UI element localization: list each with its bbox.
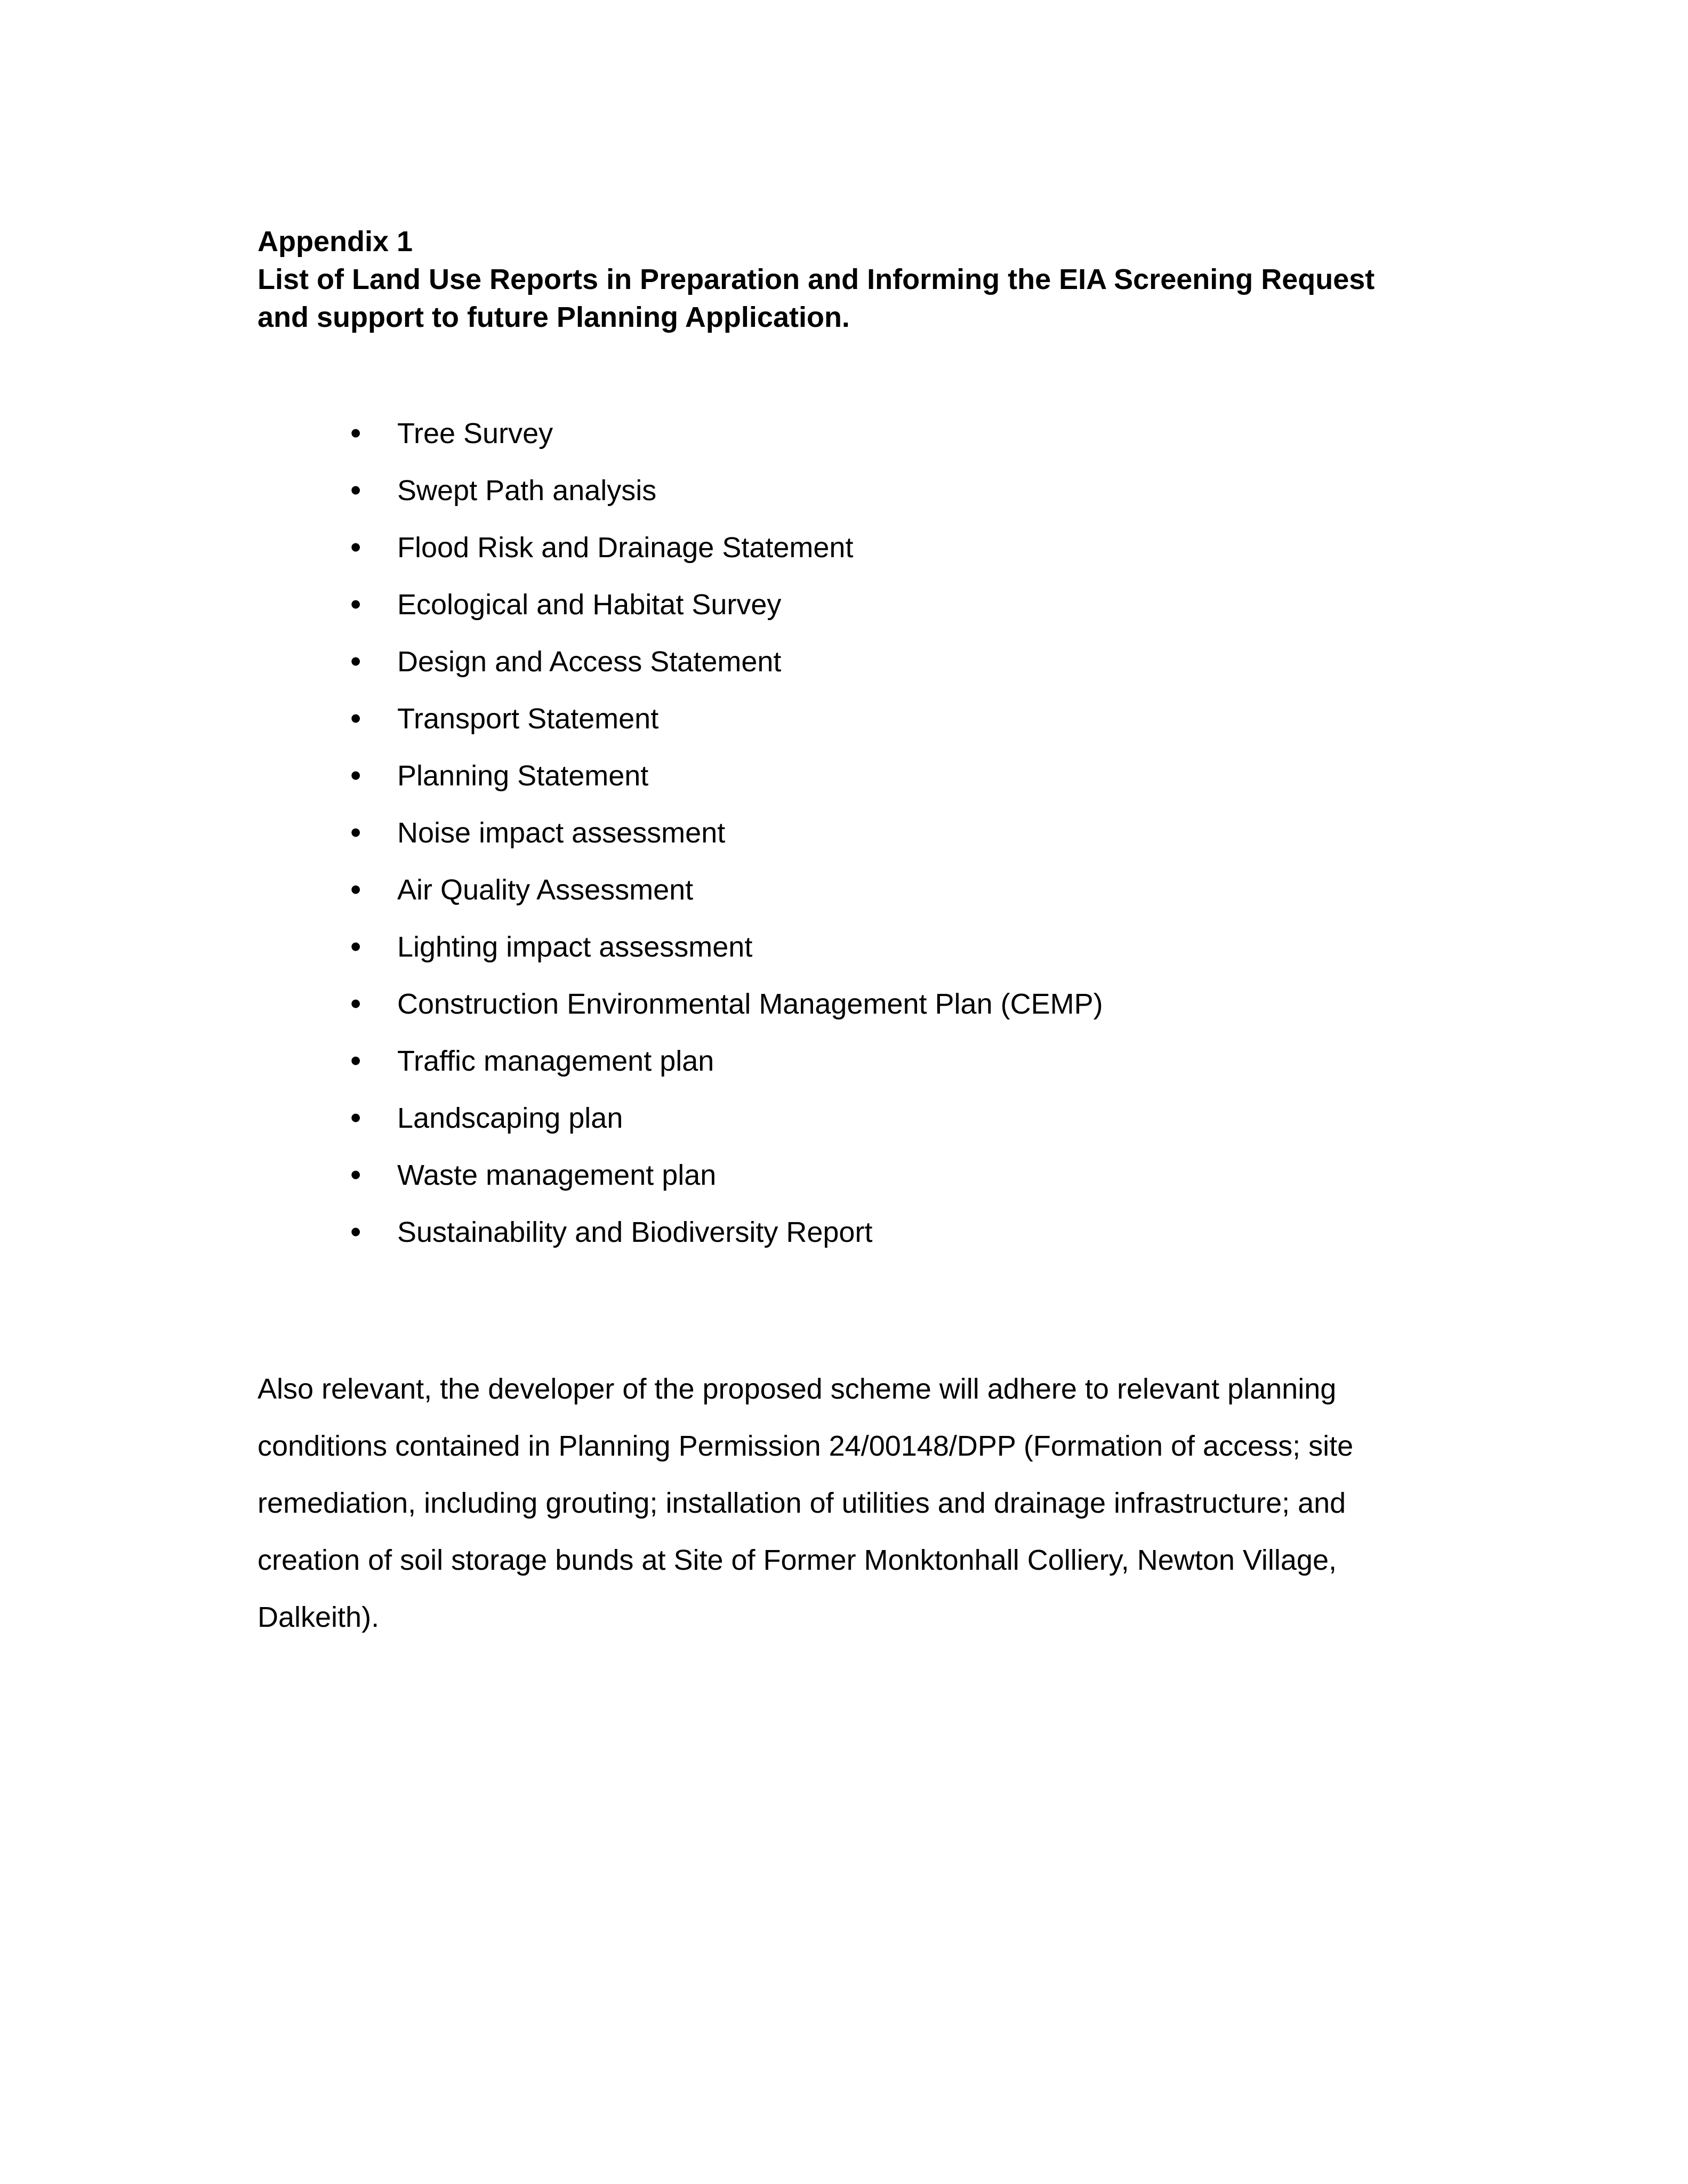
- list-item: [0, 867, 1688, 924]
- bullet-icon: •: [350, 416, 361, 451]
- report-name: Traffic management plan: [397, 1045, 714, 1077]
- bullet-icon: •: [350, 872, 361, 907]
- report-name: Noise impact assessment: [397, 817, 726, 849]
- report-name: Transport Statement: [397, 703, 659, 735]
- bullet-icon: •: [350, 701, 361, 736]
- report-name: Sustainability and Biodiversity Report: [397, 1216, 873, 1248]
- report-name: Lighting impact assessment: [397, 931, 753, 963]
- report-name: Landscaping plan: [397, 1102, 623, 1134]
- paragraph-line: conditions contained in Planning Permission 24/00148/DPP (Formation of access; site: [258, 1430, 1354, 1462]
- list-item: [0, 1209, 1688, 1266]
- bullet-icon: •: [350, 1158, 361, 1192]
- bullet-icon: •: [350, 758, 361, 793]
- list-item: [0, 753, 1688, 810]
- bullet-icon: •: [350, 473, 361, 508]
- appendix-title: Appendix 1: [258, 226, 413, 258]
- list-item: [0, 1095, 1688, 1152]
- report-name: Air Quality Assessment: [397, 874, 694, 906]
- appendix-subtitle-line-2: and support to future Planning Application.: [258, 301, 850, 333]
- report-name: Swept Path analysis: [397, 475, 657, 507]
- report-name: Waste management plan: [397, 1159, 717, 1191]
- bullet-icon: •: [350, 587, 361, 622]
- appendix-subtitle-line-1: List of Land Use Reports in Preparation and Informing the EIA Screening Request: [258, 263, 1375, 295]
- list-item: [0, 582, 1688, 639]
- bullet-icon: •: [350, 1101, 361, 1135]
- report-name: Flood Risk and Drainage Statement: [397, 532, 854, 564]
- report-name: Ecological and Habitat Survey: [397, 589, 782, 621]
- bullet-icon: •: [350, 1215, 361, 1249]
- list-item: [0, 468, 1688, 525]
- bullet-icon: •: [350, 929, 361, 964]
- paragraph-line: Also relevant, the developer of the proposed scheme will adhere to relevant planning: [258, 1373, 1337, 1405]
- bullet-icon: •: [350, 986, 361, 1021]
- list-item: [0, 525, 1688, 582]
- report-name: Tree Survey: [397, 417, 553, 449]
- planning-conditions-paragraph: [258, 1361, 1484, 1646]
- report-name: Design and Access Statement: [397, 646, 782, 678]
- report-name: Planning Statement: [397, 760, 649, 792]
- bullet-icon: •: [350, 644, 361, 679]
- list-item: [0, 639, 1688, 696]
- paragraph-line: remediation, including grouting; installation of utilities and drainage infrastructure; and: [258, 1487, 1346, 1519]
- list-item: [0, 696, 1688, 753]
- list-item: [0, 924, 1688, 981]
- list-item: [0, 1038, 1688, 1095]
- bullet-icon: •: [350, 1043, 361, 1078]
- paragraph-line: creation of soil storage bunds at Site of Former Monktonhall Colliery, Newton Village,: [258, 1544, 1337, 1576]
- bullet-icon: •: [350, 815, 361, 850]
- list-item: [0, 1152, 1688, 1209]
- report-name: Construction Environmental Management Plan (CEMP): [397, 988, 1103, 1020]
- appendix-heading: [258, 223, 1484, 336]
- list-item: [0, 810, 1688, 867]
- list-item: [0, 411, 1688, 468]
- list-item: [0, 981, 1688, 1038]
- bullet-icon: •: [350, 530, 361, 565]
- paragraph-line: Dalkeith).: [258, 1601, 380, 1633]
